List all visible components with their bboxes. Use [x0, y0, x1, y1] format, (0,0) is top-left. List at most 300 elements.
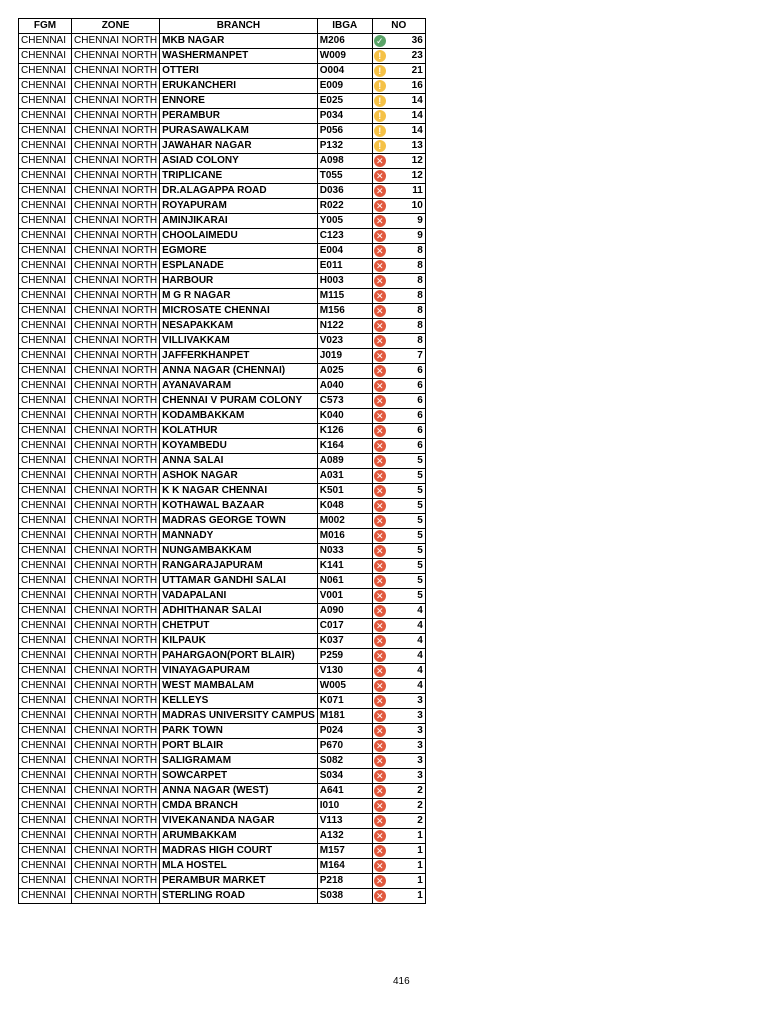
warning-icon: ! [374, 95, 386, 107]
header-branch: BRANCH [160, 19, 318, 34]
no-value: 1 [417, 830, 423, 841]
cross-icon: ✕ [374, 215, 386, 227]
cross-icon: ✕ [374, 800, 386, 812]
table-row [19, 109, 426, 124]
cross-icon: ✕ [374, 755, 386, 767]
table-row [19, 274, 426, 289]
zone-cell: CHENNAI NORTH [72, 259, 160, 274]
zone-cell: CHENNAI NORTH [72, 529, 160, 544]
cross-icon: ✕ [374, 545, 386, 557]
branch-cell: PERAMBUR MARKET [160, 874, 318, 889]
cross-icon: ✕ [374, 440, 386, 452]
no-cell [372, 94, 425, 109]
zone-cell: CHENNAI NORTH [72, 604, 160, 619]
table-row [19, 214, 426, 229]
no-cell [372, 109, 425, 124]
no-value: 2 [417, 815, 423, 826]
cross-icon: ✕ [374, 275, 386, 287]
no-value: 16 [411, 80, 423, 91]
fgm-cell: CHENNAI [19, 604, 72, 619]
fgm-cell: CHENNAI [19, 769, 72, 784]
cross-icon: ✕ [374, 710, 386, 722]
branch-cell: EGMORE [160, 244, 318, 259]
table-row [19, 424, 426, 439]
no-value: 5 [417, 575, 423, 586]
zone-cell: CHENNAI NORTH [72, 484, 160, 499]
cross-icon: ✕ [374, 815, 386, 827]
zone-cell: CHENNAI NORTH [72, 124, 160, 139]
no-cell [372, 469, 425, 484]
cross-icon: ✕ [374, 860, 386, 872]
fgm-cell: CHENNAI [19, 469, 72, 484]
fgm-cell: CHENNAI [19, 214, 72, 229]
cross-icon: ✕ [374, 530, 386, 542]
table-row [19, 634, 426, 649]
no-cell [372, 454, 425, 469]
no-value: 2 [417, 800, 423, 811]
warning-icon: ! [374, 125, 386, 137]
branch-cell: HARBOUR [160, 274, 318, 289]
cross-icon: ✕ [374, 410, 386, 422]
branch-cell: AYANAVARAM [160, 379, 318, 394]
branch-cell: ANNA NAGAR (WEST) [160, 784, 318, 799]
no-cell [372, 709, 425, 724]
zone-cell: CHENNAI NORTH [72, 334, 160, 349]
ibga-cell: P132 [317, 139, 372, 154]
no-cell [372, 664, 425, 679]
table-row [19, 184, 426, 199]
table-row [19, 259, 426, 274]
table-row [19, 859, 426, 874]
branch-cell: ANNA SALAI [160, 454, 318, 469]
table-row [19, 484, 426, 499]
branch-cell: VILLIVAKKAM [160, 334, 318, 349]
fgm-cell: CHENNAI [19, 154, 72, 169]
fgm-cell: CHENNAI [19, 34, 72, 49]
table-row [19, 349, 426, 364]
check-icon: ✓ [374, 35, 386, 47]
fgm-cell: CHENNAI [19, 124, 72, 139]
fgm-cell: CHENNAI [19, 754, 72, 769]
cross-icon: ✕ [374, 890, 386, 902]
branch-cell: NESAPAKKAM [160, 319, 318, 334]
branch-cell: K K NAGAR CHENNAI [160, 484, 318, 499]
branch-cell: MICROSATE CHENNAI [160, 304, 318, 319]
no-cell [372, 424, 425, 439]
header-zone: ZONE [72, 19, 160, 34]
no-value: 3 [417, 740, 423, 751]
cross-icon: ✕ [374, 170, 386, 182]
branch-cell: VADAPALANI [160, 589, 318, 604]
ibga-cell: M157 [317, 844, 372, 859]
branch-cell: KODAMBAKKAM [160, 409, 318, 424]
ibga-cell: N122 [317, 319, 372, 334]
fgm-cell: CHENNAI [19, 244, 72, 259]
ibga-cell: K037 [317, 634, 372, 649]
ibga-cell: P218 [317, 874, 372, 889]
fgm-cell: CHENNAI [19, 424, 72, 439]
table-row [19, 799, 426, 814]
branch-cell: JAWAHAR NAGAR [160, 139, 318, 154]
branch-cell: ASHOK NAGAR [160, 469, 318, 484]
zone-cell: CHENNAI NORTH [72, 544, 160, 559]
fgm-cell: CHENNAI [19, 169, 72, 184]
ibga-cell: K071 [317, 694, 372, 709]
table-row [19, 364, 426, 379]
branch-cell: MADRAS GEORGE TOWN [160, 514, 318, 529]
no-value: 6 [417, 395, 423, 406]
no-value: 5 [417, 530, 423, 541]
branch-cell: SOWCARPET [160, 769, 318, 784]
no-value: 5 [417, 560, 423, 571]
zone-cell: CHENNAI NORTH [72, 844, 160, 859]
fgm-cell: CHENNAI [19, 664, 72, 679]
zone-cell: CHENNAI NORTH [72, 874, 160, 889]
no-value: 4 [417, 620, 423, 631]
no-value: 5 [417, 485, 423, 496]
cross-icon: ✕ [374, 245, 386, 257]
branch-cell: KOTHAWAL BAZAAR [160, 499, 318, 514]
no-cell [372, 49, 425, 64]
cross-icon: ✕ [374, 695, 386, 707]
branch-cell: UTTAMAR GANDHI SALAI [160, 574, 318, 589]
no-value: 8 [417, 305, 423, 316]
ibga-cell: K141 [317, 559, 372, 574]
fgm-cell: CHENNAI [19, 229, 72, 244]
no-cell [372, 139, 425, 154]
no-cell [372, 694, 425, 709]
branch-cell: M G R NAGAR [160, 289, 318, 304]
no-value: 5 [417, 590, 423, 601]
fgm-cell: CHENNAI [19, 439, 72, 454]
table-row [19, 124, 426, 139]
fgm-cell: CHENNAI [19, 799, 72, 814]
no-value: 4 [417, 680, 423, 691]
table-row [19, 724, 426, 739]
table-row [19, 64, 426, 79]
zone-cell: CHENNAI NORTH [72, 199, 160, 214]
cross-icon: ✕ [374, 830, 386, 842]
cross-icon: ✕ [374, 185, 386, 197]
ibga-cell: S038 [317, 889, 372, 904]
table-row [19, 514, 426, 529]
ibga-cell: E004 [317, 244, 372, 259]
no-cell [372, 814, 425, 829]
branch-cell: TRIPLICANE [160, 169, 318, 184]
zone-cell: CHENNAI NORTH [72, 154, 160, 169]
table-row [19, 679, 426, 694]
cross-icon: ✕ [374, 230, 386, 242]
fgm-cell: CHENNAI [19, 724, 72, 739]
cross-icon: ✕ [374, 605, 386, 617]
table-row [19, 379, 426, 394]
ibga-cell: M156 [317, 304, 372, 319]
cross-icon: ✕ [374, 455, 386, 467]
table-row [19, 844, 426, 859]
cross-icon: ✕ [374, 320, 386, 332]
zone-cell: CHENNAI NORTH [72, 679, 160, 694]
no-cell [372, 634, 425, 649]
zone-cell: CHENNAI NORTH [72, 589, 160, 604]
zone-cell: CHENNAI NORTH [72, 889, 160, 904]
no-value: 5 [417, 500, 423, 511]
branch-cell: VINAYAGAPURAM [160, 664, 318, 679]
ibga-cell: P670 [317, 739, 372, 754]
branch-cell: CHOOLAIMEDU [160, 229, 318, 244]
fgm-cell: CHENNAI [19, 859, 72, 874]
no-cell [372, 349, 425, 364]
no-cell [372, 724, 425, 739]
table-body [19, 34, 426, 904]
ibga-cell: J019 [317, 349, 372, 364]
ibga-cell: E009 [317, 79, 372, 94]
ibga-cell: M164 [317, 859, 372, 874]
branch-cell: PERAMBUR [160, 109, 318, 124]
zone-cell: CHENNAI NORTH [72, 424, 160, 439]
no-cell [372, 589, 425, 604]
ibga-cell: P024 [317, 724, 372, 739]
branch-cell: AMINJIKARAI [160, 214, 318, 229]
branch-cell: MANNADY [160, 529, 318, 544]
header-fgm: FGM [19, 19, 72, 34]
ibga-cell: C123 [317, 229, 372, 244]
no-cell [372, 34, 425, 49]
no-cell [372, 184, 425, 199]
no-cell [372, 649, 425, 664]
no-value: 3 [417, 770, 423, 781]
ibga-cell: M181 [317, 709, 372, 724]
fgm-cell: CHENNAI [19, 349, 72, 364]
branch-cell: SALIGRAMAM [160, 754, 318, 769]
header-row [19, 19, 426, 34]
no-cell [372, 214, 425, 229]
cross-icon: ✕ [374, 290, 386, 302]
table-row [19, 469, 426, 484]
no-cell [372, 124, 425, 139]
cross-icon: ✕ [374, 875, 386, 887]
branch-cell: CMDA BRANCH [160, 799, 318, 814]
fgm-cell: CHENNAI [19, 649, 72, 664]
zone-cell: CHENNAI NORTH [72, 409, 160, 424]
branch-cell: JAFFERKHANPET [160, 349, 318, 364]
ibga-cell: K048 [317, 499, 372, 514]
no-cell [372, 154, 425, 169]
table-row [19, 664, 426, 679]
fgm-cell: CHENNAI [19, 49, 72, 64]
table-row [19, 94, 426, 109]
zone-cell: CHENNAI NORTH [72, 64, 160, 79]
header-no: NO [372, 19, 425, 34]
fgm-cell: CHENNAI [19, 844, 72, 859]
ibga-cell: V130 [317, 664, 372, 679]
ibga-cell: C573 [317, 394, 372, 409]
table-row [19, 154, 426, 169]
no-value: 4 [417, 605, 423, 616]
no-cell [372, 889, 425, 904]
zone-cell: CHENNAI NORTH [72, 169, 160, 184]
branch-cell: ROYAPURAM [160, 199, 318, 214]
no-cell [372, 319, 425, 334]
no-cell [372, 289, 425, 304]
cross-icon: ✕ [374, 620, 386, 632]
no-cell [372, 274, 425, 289]
no-cell [372, 784, 425, 799]
zone-cell: CHENNAI NORTH [72, 694, 160, 709]
cross-icon: ✕ [374, 305, 386, 317]
no-cell [372, 829, 425, 844]
zone-cell: CHENNAI NORTH [72, 799, 160, 814]
ibga-cell: K126 [317, 424, 372, 439]
fgm-cell: CHENNAI [19, 679, 72, 694]
no-cell [372, 199, 425, 214]
ibga-cell: A040 [317, 379, 372, 394]
table-row [19, 79, 426, 94]
table-row [19, 49, 426, 64]
ibga-cell: M002 [317, 514, 372, 529]
cross-icon: ✕ [374, 515, 386, 527]
no-value: 3 [417, 725, 423, 736]
branch-cell: ADHITHANAR SALAI [160, 604, 318, 619]
ibga-cell: K040 [317, 409, 372, 424]
fgm-cell: CHENNAI [19, 184, 72, 199]
no-value: 5 [417, 545, 423, 556]
no-value: 9 [417, 215, 423, 226]
ibga-cell: S082 [317, 754, 372, 769]
warning-icon: ! [374, 50, 386, 62]
no-cell [372, 619, 425, 634]
branch-cell: PORT BLAIR [160, 739, 318, 754]
no-value: 13 [411, 140, 423, 151]
cross-icon: ✕ [374, 200, 386, 212]
fgm-cell: CHENNAI [19, 484, 72, 499]
ibga-cell: D036 [317, 184, 372, 199]
no-value: 8 [417, 335, 423, 346]
ibga-cell: O004 [317, 64, 372, 79]
table-row [19, 199, 426, 214]
no-value: 23 [411, 50, 423, 61]
zone-cell: CHENNAI NORTH [72, 859, 160, 874]
cross-icon: ✕ [374, 845, 386, 857]
zone-cell: CHENNAI NORTH [72, 574, 160, 589]
fgm-cell: CHENNAI [19, 694, 72, 709]
zone-cell: CHENNAI NORTH [72, 769, 160, 784]
no-value: 8 [417, 320, 423, 331]
no-value: 6 [417, 380, 423, 391]
no-cell [372, 529, 425, 544]
table-row [19, 754, 426, 769]
ibga-cell: P034 [317, 109, 372, 124]
table-row [19, 814, 426, 829]
zone-cell: CHENNAI NORTH [72, 319, 160, 334]
fgm-cell: CHENNAI [19, 319, 72, 334]
zone-cell: CHENNAI NORTH [72, 754, 160, 769]
no-cell [372, 739, 425, 754]
fgm-cell: CHENNAI [19, 364, 72, 379]
no-cell [372, 364, 425, 379]
ibga-cell: A090 [317, 604, 372, 619]
branch-cell: OTTERI [160, 64, 318, 79]
branch-cell: ASIAD COLONY [160, 154, 318, 169]
no-cell [372, 799, 425, 814]
table-row [19, 529, 426, 544]
zone-cell: CHENNAI NORTH [72, 49, 160, 64]
table-row [19, 244, 426, 259]
cross-icon: ✕ [374, 380, 386, 392]
zone-cell: CHENNAI NORTH [72, 814, 160, 829]
no-value: 36 [411, 35, 423, 46]
zone-cell: CHENNAI NORTH [72, 559, 160, 574]
table-row [19, 409, 426, 424]
cross-icon: ✕ [374, 395, 386, 407]
table-row [19, 139, 426, 154]
table-row [19, 394, 426, 409]
fgm-cell: CHENNAI [19, 619, 72, 634]
table-row [19, 289, 426, 304]
no-value: 9 [417, 230, 423, 241]
cross-icon: ✕ [374, 335, 386, 347]
branch-cell: DR.ALAGAPPA ROAD [160, 184, 318, 199]
no-value: 8 [417, 290, 423, 301]
branch-cell: ERUKANCHERI [160, 79, 318, 94]
fgm-cell: CHENNAI [19, 874, 72, 889]
ibga-cell: A098 [317, 154, 372, 169]
ibga-cell: A089 [317, 454, 372, 469]
no-value: 6 [417, 410, 423, 421]
no-value: 3 [417, 755, 423, 766]
zone-cell: CHENNAI NORTH [72, 709, 160, 724]
no-cell [372, 229, 425, 244]
cross-icon: ✕ [374, 155, 386, 167]
ibga-cell: I010 [317, 799, 372, 814]
ibga-cell: A132 [317, 829, 372, 844]
fgm-cell: CHENNAI [19, 274, 72, 289]
zone-cell: CHENNAI NORTH [72, 664, 160, 679]
no-cell [372, 604, 425, 619]
zone-cell: CHENNAI NORTH [72, 139, 160, 154]
table-row [19, 604, 426, 619]
no-value: 12 [411, 170, 423, 181]
fgm-cell: CHENNAI [19, 394, 72, 409]
no-value: 5 [417, 515, 423, 526]
no-cell [372, 559, 425, 574]
ibga-cell: Y005 [317, 214, 372, 229]
branch-cell: ESPLANADE [160, 259, 318, 274]
no-cell [372, 304, 425, 319]
table-row [19, 559, 426, 574]
branch-cell: RANGARAJAPURAM [160, 559, 318, 574]
no-cell [372, 64, 425, 79]
no-cell [372, 544, 425, 559]
cross-icon: ✕ [374, 365, 386, 377]
zone-cell: CHENNAI NORTH [72, 439, 160, 454]
no-cell [372, 259, 425, 274]
ibga-cell: M016 [317, 529, 372, 544]
cross-icon: ✕ [374, 770, 386, 782]
branch-cell: WEST MAMBALAM [160, 679, 318, 694]
fgm-cell: CHENNAI [19, 829, 72, 844]
table-row [19, 229, 426, 244]
ibga-cell: K164 [317, 439, 372, 454]
table-row [19, 649, 426, 664]
ibga-cell: A031 [317, 469, 372, 484]
table-row [19, 784, 426, 799]
zone-cell: CHENNAI NORTH [72, 244, 160, 259]
zone-cell: CHENNAI NORTH [72, 454, 160, 469]
branch-cell: CHETPUT [160, 619, 318, 634]
no-value: 2 [417, 785, 423, 796]
no-value: 4 [417, 635, 423, 646]
no-value: 1 [417, 875, 423, 886]
